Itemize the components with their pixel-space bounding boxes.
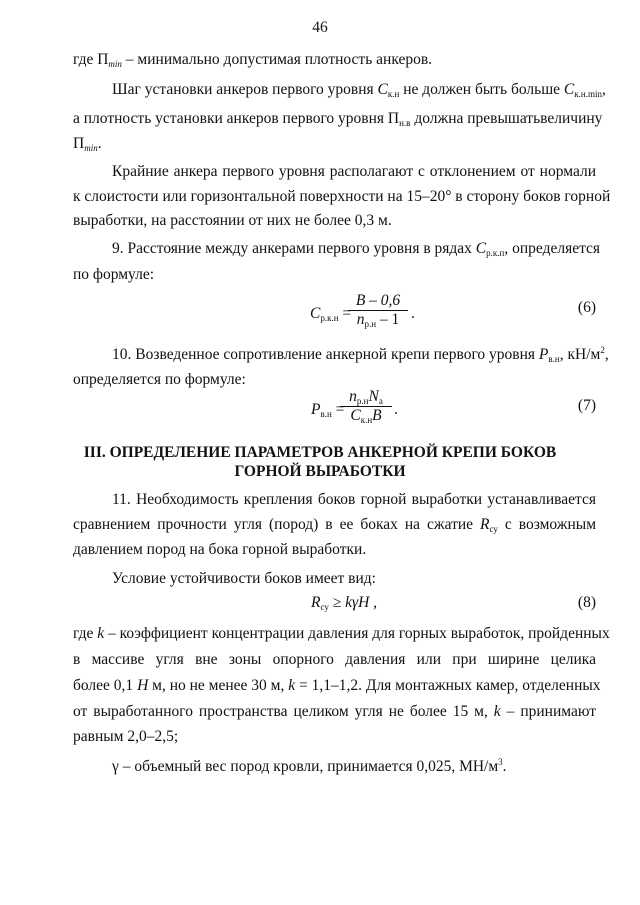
text-line: выработки, на расстоянии от них не более 0,3 м. bbox=[73, 212, 392, 229]
symbol: R bbox=[311, 594, 321, 611]
subscript: р.к.п bbox=[486, 248, 505, 258]
text: не должен быть больше bbox=[399, 81, 564, 98]
text: , определяется bbox=[504, 240, 601, 257]
formula-8 bbox=[311, 594, 377, 612]
text: . bbox=[97, 135, 102, 152]
formula-tail: . bbox=[411, 305, 415, 322]
symbol: С bbox=[563, 81, 575, 98]
numerator: В – 0,6 bbox=[348, 292, 408, 311]
text-line bbox=[112, 757, 507, 776]
text-line bbox=[112, 81, 606, 99]
text-line: Крайние анкера первого уровня располагают с отклонением от нормали bbox=[112, 163, 596, 180]
section-heading-line2: ГОРНОЙ ВЫРАБОТКИ bbox=[234, 463, 406, 480]
text-line: к слоистости или горизонтальной поверхности на 15–20° в сторону боков горной bbox=[73, 188, 611, 205]
symbol: R bbox=[480, 516, 490, 533]
text-line bbox=[73, 516, 596, 534]
fraction bbox=[348, 292, 408, 329]
text-line: давлением пород на бока горной выработки. bbox=[73, 541, 367, 558]
symbol: k bbox=[97, 625, 105, 642]
symbol: С bbox=[377, 81, 388, 98]
text: – принимают bbox=[500, 703, 596, 720]
text: – 1 bbox=[376, 311, 400, 328]
text-line bbox=[73, 110, 603, 128]
equation-number: (8) bbox=[577, 594, 596, 611]
subscript: к.н.min bbox=[574, 89, 602, 99]
text-line bbox=[73, 677, 601, 695]
text: а плотность установки анкеров первого уровня П bbox=[73, 110, 400, 127]
text: где П bbox=[73, 51, 109, 68]
subscript: в.н bbox=[320, 409, 332, 419]
equals: = bbox=[342, 305, 352, 322]
text: , кН/м bbox=[559, 346, 601, 363]
symbol: n bbox=[356, 311, 365, 328]
equation-number: (6) bbox=[577, 299, 596, 316]
text: , bbox=[604, 346, 609, 363]
text-line: определяется по формуле: bbox=[73, 371, 246, 388]
symbol: k bbox=[493, 703, 501, 720]
text-line bbox=[112, 240, 601, 258]
symbol: N bbox=[368, 388, 379, 405]
text: более 0,1 bbox=[73, 677, 138, 694]
text: . bbox=[502, 758, 507, 775]
equals: = bbox=[335, 401, 345, 418]
subscript: су bbox=[489, 524, 498, 534]
subscript: в.н bbox=[548, 354, 560, 364]
symbol: Р bbox=[311, 401, 321, 418]
symbol: С bbox=[350, 407, 361, 424]
subscript: р.н bbox=[356, 396, 369, 406]
denominator bbox=[340, 407, 392, 425]
subscript: р.к.н bbox=[320, 313, 339, 323]
symbol: k bbox=[288, 677, 296, 694]
equation-number: (7) bbox=[577, 397, 596, 414]
subscript: min bbox=[108, 59, 122, 69]
text: должна превышатьвеличину bbox=[410, 110, 603, 127]
symbol: Н bbox=[137, 677, 149, 694]
text-line: по формуле: bbox=[73, 266, 155, 283]
text: Шаг установки анкеров первого уровня bbox=[112, 81, 378, 98]
denominator bbox=[348, 311, 408, 329]
subscript: р.н bbox=[364, 319, 377, 329]
text: с возможным bbox=[497, 516, 597, 533]
text: сравнением прочности угля (пород) в ее боках на сжатие bbox=[73, 516, 481, 533]
text-line: в массиве угля вне зоны опорного давления или при ширине целика bbox=[73, 651, 596, 668]
text-line bbox=[73, 703, 596, 721]
text-line bbox=[73, 625, 610, 643]
text: 9. Расстояние между анкерами первого уровня в рядах bbox=[112, 240, 476, 257]
symbol: С bbox=[475, 240, 487, 257]
formula-6 bbox=[310, 305, 351, 323]
text-line: равным 2,0–2,5; bbox=[73, 728, 179, 745]
text: = 1,1–1,2. Для монтажных камер, отделенных bbox=[295, 677, 601, 694]
formula-tail: . bbox=[394, 401, 398, 418]
page-number: 46 bbox=[312, 19, 328, 36]
text: П bbox=[73, 135, 85, 152]
text-line bbox=[73, 135, 102, 153]
fraction bbox=[340, 388, 392, 425]
text-line: 11. Необходимость крепления боков горной выработки устанавливается bbox=[112, 491, 596, 508]
subscript: min bbox=[84, 143, 98, 153]
section-heading-line1: III. ОПРЕДЕЛЕНИЕ ПАРАМЕТРОВ АНКЕРНОЙ КРЕПИ БОКОВ bbox=[83, 444, 557, 461]
symbol: В bbox=[372, 407, 382, 424]
text: γ – объемный вес пород кровли, принимается 0,025, МН/м bbox=[112, 758, 499, 775]
superscript: 2 bbox=[600, 345, 605, 355]
text: – коэффициент концентрации давления для горных выработок, пройденных bbox=[104, 625, 610, 642]
subscript: а bbox=[378, 396, 383, 406]
symbol: Р bbox=[538, 346, 549, 363]
text: от выработанного пространства целиком угля не более 15 м, bbox=[73, 703, 494, 720]
text-line bbox=[73, 51, 432, 69]
subscript: к.н bbox=[360, 415, 373, 425]
text: м, но не менее 30 м, bbox=[148, 677, 289, 694]
numerator bbox=[340, 388, 392, 407]
superscript: 3 bbox=[498, 757, 503, 767]
symbol: n bbox=[349, 388, 357, 405]
symbol: С bbox=[310, 305, 321, 322]
text: где bbox=[73, 625, 98, 642]
text: 10. Возведенное сопротивление анкерной крепи первого уровня bbox=[112, 346, 539, 363]
subscript: су bbox=[320, 602, 329, 612]
text: , bbox=[601, 81, 606, 98]
text-line bbox=[112, 345, 609, 364]
subscript: н.в bbox=[399, 118, 411, 128]
text: – минимально допустимая плотность анкеров. bbox=[121, 51, 433, 68]
subscript: к.н bbox=[387, 89, 400, 99]
text: ≥ kγH , bbox=[328, 594, 378, 611]
text-line: Условие устойчивости боков имеет вид: bbox=[112, 570, 376, 587]
